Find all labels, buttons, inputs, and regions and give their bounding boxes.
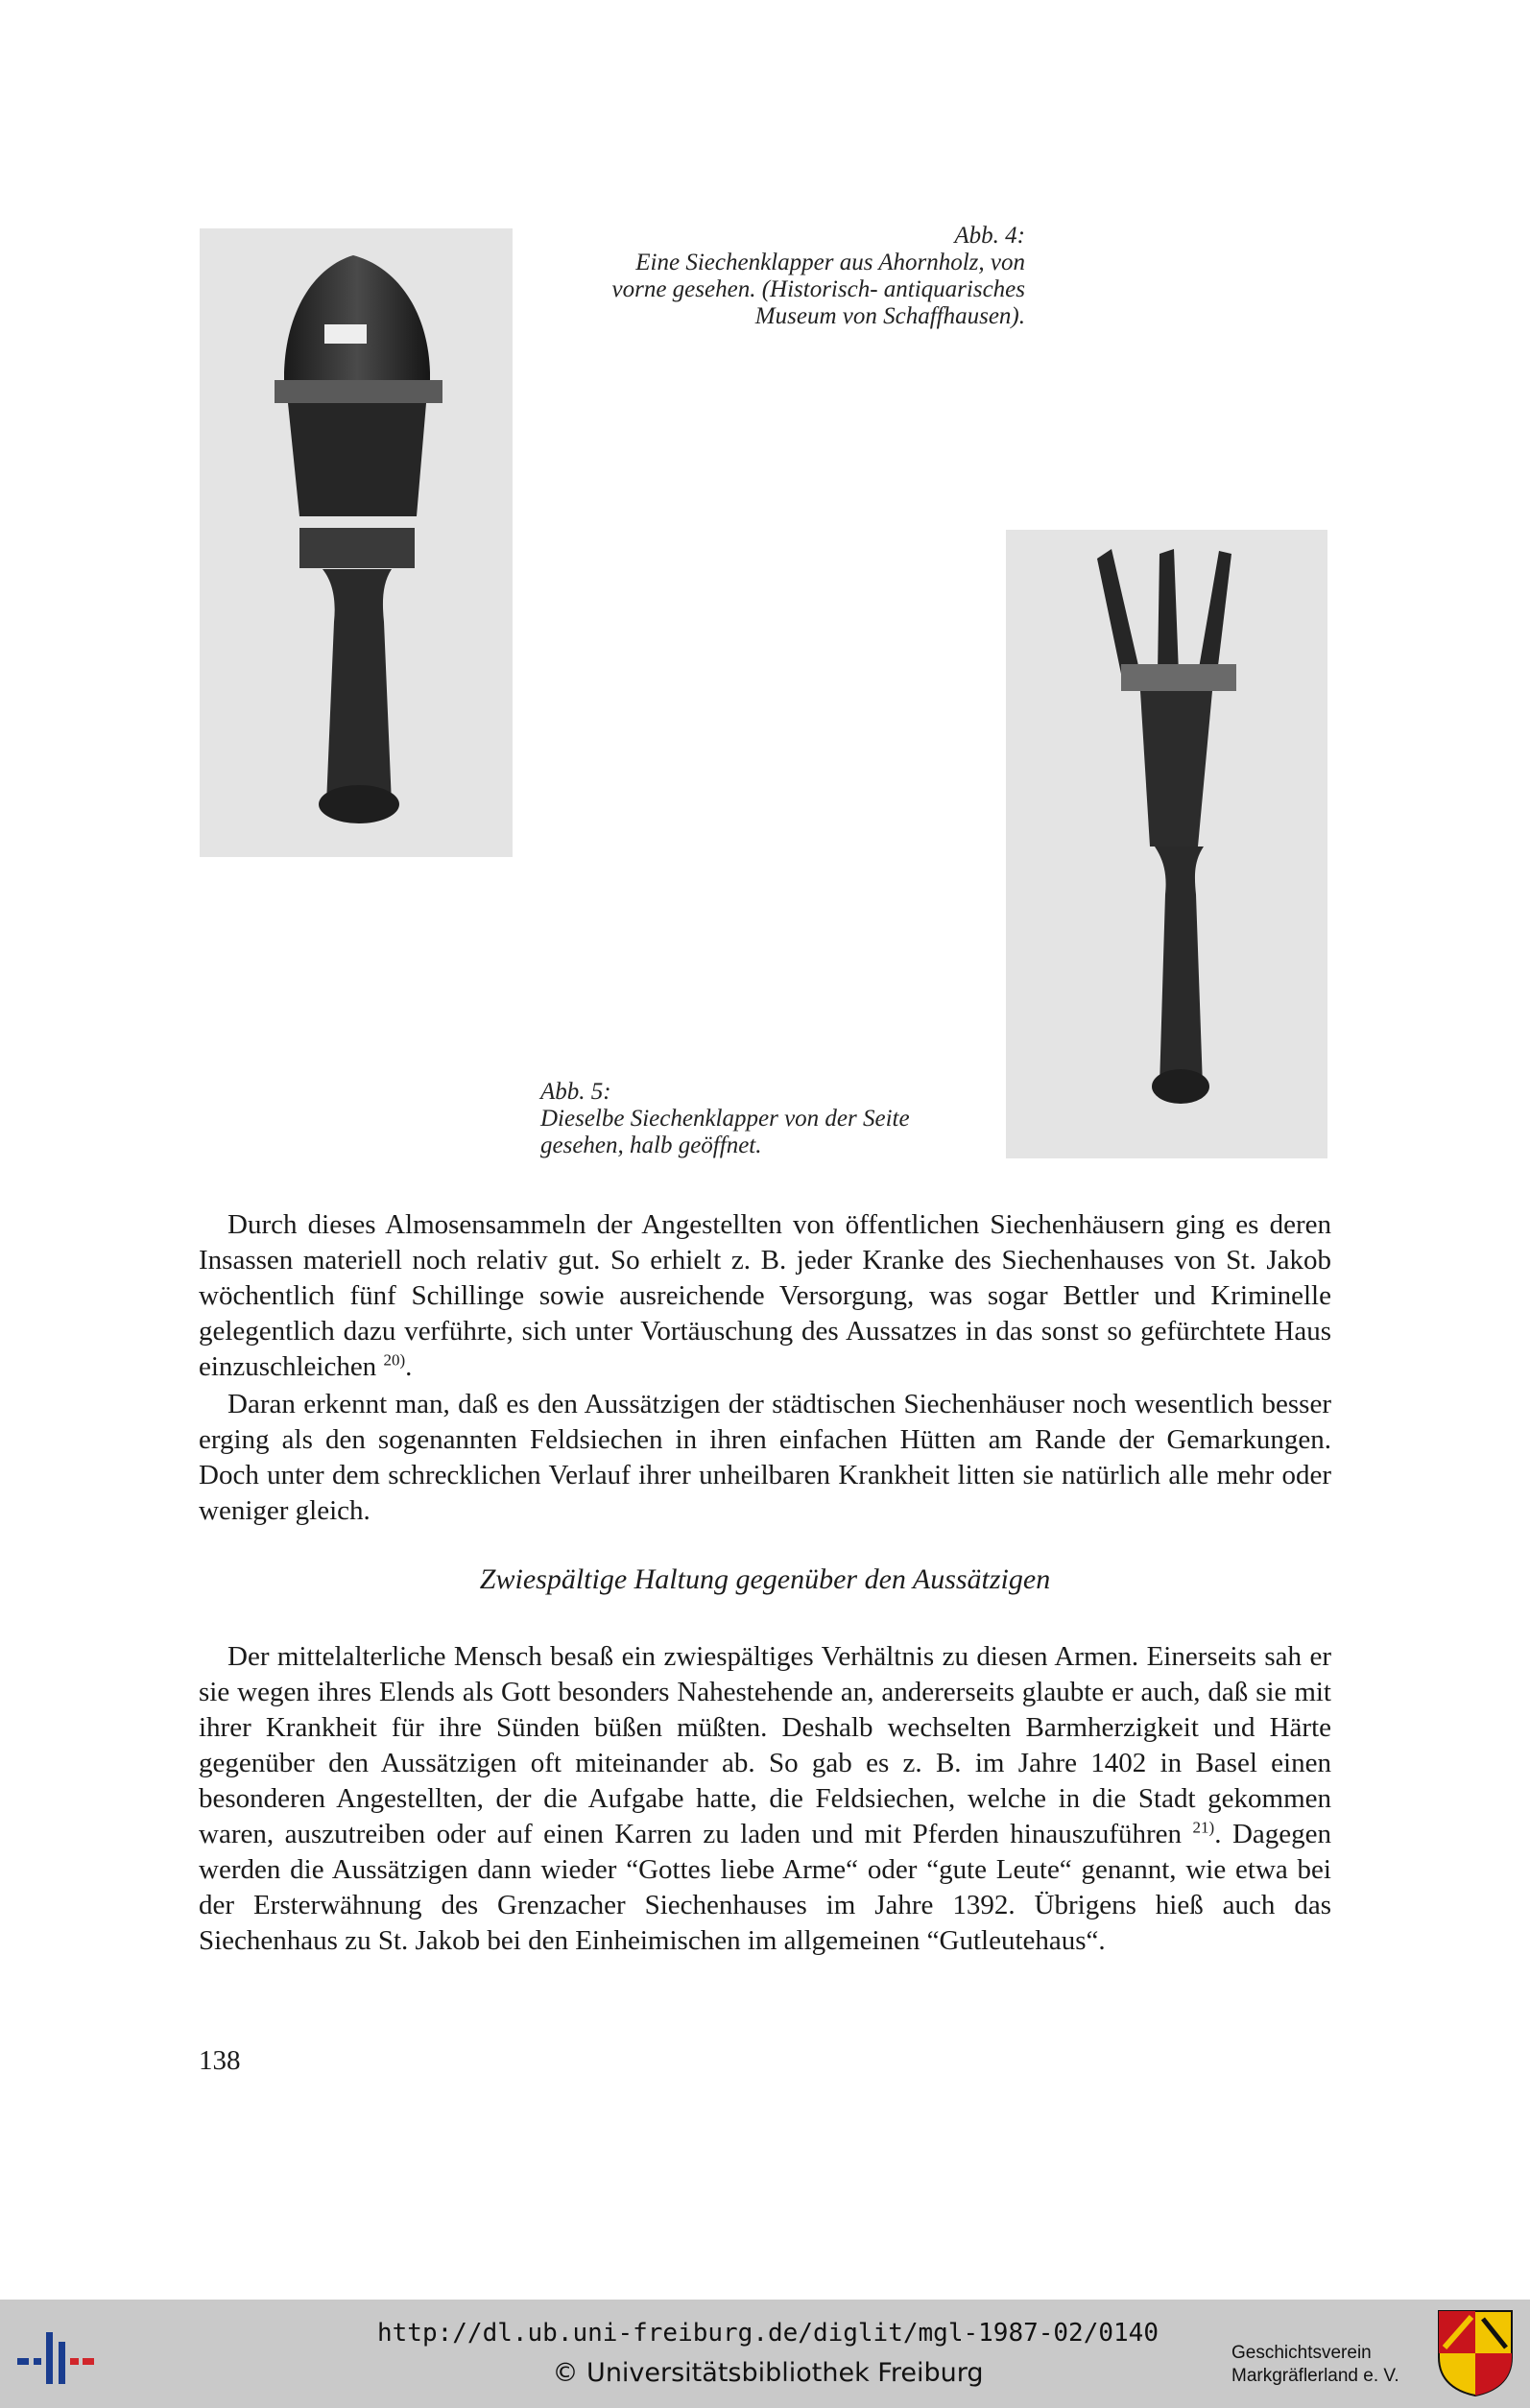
clapper-front-image (200, 228, 513, 857)
figure-5-photo (1006, 530, 1327, 1158)
paragraph-text: Daran erkennt man, daß es den Aussätzigen der städtischen Siechenhäuser noch wesentlich besser erging als den sogenannten Feldsiechen in ihren einfachen Hütten am Rande der Gemarkungen. Doch unter dem schrecklichen Verlauf ihrer unheilbaren Krankheit litten sie natürlich alle mehr oder weniger gleich. (199, 1389, 1331, 1526)
figure-5-caption (540, 1079, 1001, 1159)
verein-name-line: Geschichtsverein (1231, 2343, 1372, 2363)
footer-copyright: © Universitätsbibliothek Freiburg (552, 2358, 984, 2388)
page-number: 138 (199, 2045, 241, 2076)
figure-4-caption-line: vorne gesehen. (Historisch- antiquarisches (611, 276, 1025, 302)
coat-of-arms-icon (1437, 2309, 1514, 2397)
paragraph (199, 1387, 1331, 1529)
figure-4-photo (200, 228, 513, 857)
footer-bar (0, 2300, 1530, 2408)
paragraph (199, 1639, 1331, 1959)
paragraph-text: Durch dieses Almosensammeln der Angestellten von öffentlichen Siechenhäusern ging es deren Insassen materiell noch relativ gut. So erhielt z. B. jeder Kranke des Siechenhauses von St. Jakob wöchentlich fünf Schillinge sowie ausreichende Versorgung, was sogar Bettler und Kriminelle gelegentlich dazu verführte, sich unter Vortäuschung des Aussatzes in das sonst so gefürchtete Haus einzuschleichen (199, 1209, 1331, 1382)
ub-freiburg-logo-icon (17, 2332, 94, 2384)
figure-4-label: Abb. 4: (954, 223, 1025, 249)
figure-5-label: Abb. 5: (540, 1079, 611, 1105)
paragraph-text: Der mittelalterliche Mensch besaß ein zwiespältiges Verhältnis zu diesen Armen. Einerseits sah er sie wegen ihres Elends als Gott besonders Nahestehende an, andererseits glaubte er auch, daß sie mit ihrer Krankheit für ihre Sünden büßen müßten. Deshalb wechselten Barmherzigkeit und Härte gegenüber den Aussätzigen oft miteinander ab. So gab es z. B. im Jahre 1402 in Basel einen besonderen Angestellten, der die Aufgabe hatte, die Feldsiechen, welche in die Stadt gekommen waren, auszutreiben oder auf einen Karren zu laden und mit Pferden hinauszuführen (199, 1641, 1331, 1849)
figure-4-caption (518, 223, 1025, 330)
footnote-ref: 20) (383, 1350, 406, 1370)
verein-name (1231, 2342, 1423, 2388)
footer-url-link[interactable]: http://dl.ub.uni-freiburg.de/diglit/mgl-1987-02/0140 (377, 2319, 1159, 2348)
section-heading: Zwiespältige Haltung gegenüber den Aussätzigen (479, 1563, 1051, 1595)
verein-name-line: Markgräflerland e. V. (1231, 2366, 1399, 2386)
figure-4-caption-line: Museum von Schaffhausen). (754, 303, 1025, 329)
figure-5-caption-line: gesehen, halb geöffnet. (540, 1132, 762, 1158)
footnote-ref: 21) (1192, 1818, 1215, 1837)
paragraph-text: . Dagegen werden die Aussätzigen dann wieder “Gottes liebe Arme“ oder “gute Leute“ genannt, wie etwa bei der Ersterwähnung des Grenzacher Siechenhauses im Jahre 1392. Übrigens hieß auch das Siechenhaus zu St. Jakob bei den Einheimischen im allgemeinen “Gutleutehaus“. (199, 1819, 1332, 1956)
paragraph-end: . (405, 1351, 413, 1382)
figure-4-caption-line: Eine Siechenklapper aus Ahornholz, von (635, 250, 1025, 275)
figure-5-caption-line: Dieselbe Siechenklapper von der Seite (540, 1106, 910, 1132)
paragraph (199, 1207, 1331, 1385)
clapper-side-image (1006, 530, 1327, 1158)
